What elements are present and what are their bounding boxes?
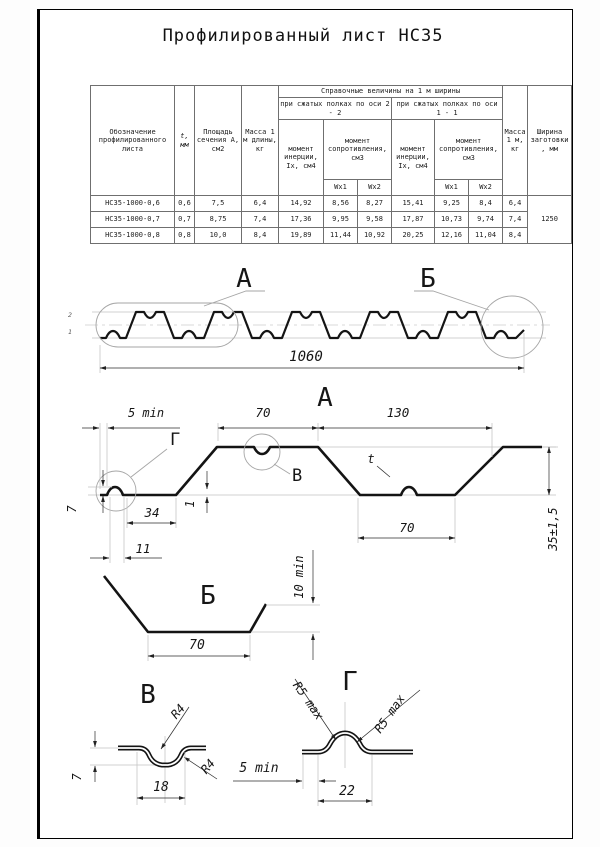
dim-g-radius2 <box>357 690 420 742</box>
svg-text:1: 1 <box>183 500 197 508</box>
dim-v-depth-7 <box>70 731 95 782</box>
table-cell: 9,25 <box>435 196 469 212</box>
col-mass: Масса 1 м, кг <box>503 86 528 196</box>
dim-bump-width-34 <box>127 498 176 528</box>
table-cell: 8,75 <box>195 212 242 228</box>
table-cell: 8,4 <box>242 228 279 244</box>
dim-lip-1 <box>183 471 207 513</box>
col-inertia-22: момент инерции, Ix, см4 <box>279 120 324 196</box>
col-axis-1-1: при сжатых полках по оси 1 - 1 <box>392 98 503 120</box>
table-cell: 7,4 <box>503 212 528 228</box>
table-cell: 9,74 <box>469 212 503 228</box>
detail-a-profile <box>100 447 542 495</box>
table-cell: 10,73 <box>435 212 469 228</box>
col-wx2-22: Wx2 <box>358 180 392 196</box>
dim-b-valley-70 <box>148 635 250 661</box>
detail-b-title: Б <box>200 581 216 611</box>
detail-g-sheet <box>302 733 413 752</box>
detail-b-drawing <box>104 550 320 661</box>
svg-text:22: 22 <box>339 784 355 799</box>
svg-text:34: 34 <box>144 505 160 520</box>
overview-label-a: А <box>236 264 252 294</box>
detail-v-drawing <box>70 680 218 805</box>
table-cell: 0,7 <box>175 212 195 228</box>
detail-g-title: Г <box>342 667 358 697</box>
dim-g-edge-5min <box>233 755 336 806</box>
col-reference-group: Справочные величины на 1 м ширины <box>279 86 503 98</box>
svg-text:70: 70 <box>189 638 205 653</box>
table-cell: 10,92 <box>358 228 392 244</box>
dim-b-edge-10min <box>251 550 320 660</box>
svg-text:t: t <box>367 452 375 466</box>
col-wx1-22: Wx1 <box>324 180 358 196</box>
detail-g-drawing <box>233 667 420 806</box>
svg-text:5 min: 5 min <box>127 406 165 420</box>
svg-text:R5 max: R5 max <box>371 691 408 736</box>
table-cell: 8,4 <box>503 228 528 244</box>
svg-text:130: 130 <box>386 405 410 420</box>
dim-v-radius2 <box>184 756 218 779</box>
detail-a-title: А <box>317 383 333 413</box>
table-cell: 9,58 <box>358 212 392 228</box>
dim-1060-label: 1060 <box>289 349 323 365</box>
svg-text:18: 18 <box>153 780 169 795</box>
overview-label-b: Б <box>420 264 436 294</box>
table-cell: 11,04 <box>469 228 503 244</box>
table-cell: 6,4 <box>503 196 528 212</box>
svg-text:70: 70 <box>399 520 415 535</box>
table-cell: 17,87 <box>392 212 435 228</box>
table-cell: 6,4 <box>242 196 279 212</box>
table-cell: 7,5 <box>195 196 242 212</box>
blank-width-cell: 1250 <box>528 196 572 244</box>
dim-pitch-130 <box>318 405 492 457</box>
col-area: Площадь сечения А, см2 <box>195 86 242 196</box>
table-cell: 17,36 <box>279 212 324 228</box>
table-cell: 7,4 <box>242 212 279 228</box>
table-cell: 15,41 <box>392 196 435 212</box>
detail-a-drawing <box>65 383 560 563</box>
table-cell: 9,95 <box>324 212 358 228</box>
table-cell: НС35-1000-0,8 <box>91 228 175 244</box>
svg-text:10 min: 10 min <box>292 555 306 599</box>
axis-2-label: 2 <box>68 311 72 319</box>
svg-text:70: 70 <box>255 405 271 420</box>
svg-text:35±1,5: 35±1,5 <box>546 507 560 551</box>
table-cell: НС35-1000-0,7 <box>91 212 175 228</box>
detail-a-label-v: В <box>292 466 303 486</box>
detail-g-callout-circle <box>96 471 136 511</box>
dim-height-35 <box>542 447 560 552</box>
axis-1-label: 1 <box>68 328 72 336</box>
dim-thickness-t <box>367 452 390 477</box>
table-cell: НС35-1000-0,6 <box>91 196 175 212</box>
table-cell: 8,4 <box>469 196 503 212</box>
detail-a-label-g: Г <box>170 430 181 450</box>
col-resistance-22: момент сопротивления, см3 <box>324 120 392 180</box>
dim-valley-70 <box>358 498 455 543</box>
table-cell: 19,89 <box>279 228 324 244</box>
overview-drawing <box>68 264 550 373</box>
table-cell: 12,16 <box>435 228 469 244</box>
table-cell: 8,27 <box>358 196 392 212</box>
detail-b-callout-circle <box>481 296 543 358</box>
table-cell: 14,92 <box>279 196 324 212</box>
table-cell: 11,44 <box>324 228 358 244</box>
table-cell: 8,56 <box>324 196 358 212</box>
svg-text:5 min: 5 min <box>239 761 279 776</box>
dim-crest-70 <box>218 405 318 441</box>
dim-1060 <box>100 333 524 373</box>
col-wx2-11: Wx2 <box>469 180 503 196</box>
svg-text:7: 7 <box>65 505 79 513</box>
svg-text:R4: R4 <box>197 756 218 777</box>
table-cell: 0,8 <box>175 228 195 244</box>
col-designation: Обозначение профилированного листа <box>91 86 175 196</box>
dim-g-radius1 <box>290 679 336 740</box>
col-mass-length: Масса 1 м длины, кг <box>242 86 279 196</box>
table-cell: 10,0 <box>195 228 242 244</box>
col-resistance-11: момент сопротивления, см3 <box>435 120 503 180</box>
detail-b-profile <box>104 576 266 632</box>
col-axis-2-2: при сжатых полках по оси 2 - 2 <box>279 98 392 120</box>
dim-bump-height-7 <box>65 470 112 513</box>
svg-text:7: 7 <box>70 773 84 781</box>
leader-a <box>204 291 265 306</box>
col-inertia-11: момент инерции, Ix, см4 <box>392 120 435 196</box>
col-blank-width: Ширина заготовки, мм <box>528 86 572 196</box>
col-thickness: t, мм <box>175 86 195 196</box>
svg-text:11: 11 <box>135 541 151 556</box>
svg-text:R4: R4 <box>167 701 188 722</box>
detail-v-title: В <box>140 680 156 710</box>
page-title: Профилированный лист НС35 <box>162 26 444 46</box>
table-cell: 0,6 <box>175 196 195 212</box>
col-wx1-11: Wx1 <box>435 180 469 196</box>
svg-text:R5 max: R5 max <box>290 678 327 723</box>
table-cell: 20,25 <box>392 228 435 244</box>
